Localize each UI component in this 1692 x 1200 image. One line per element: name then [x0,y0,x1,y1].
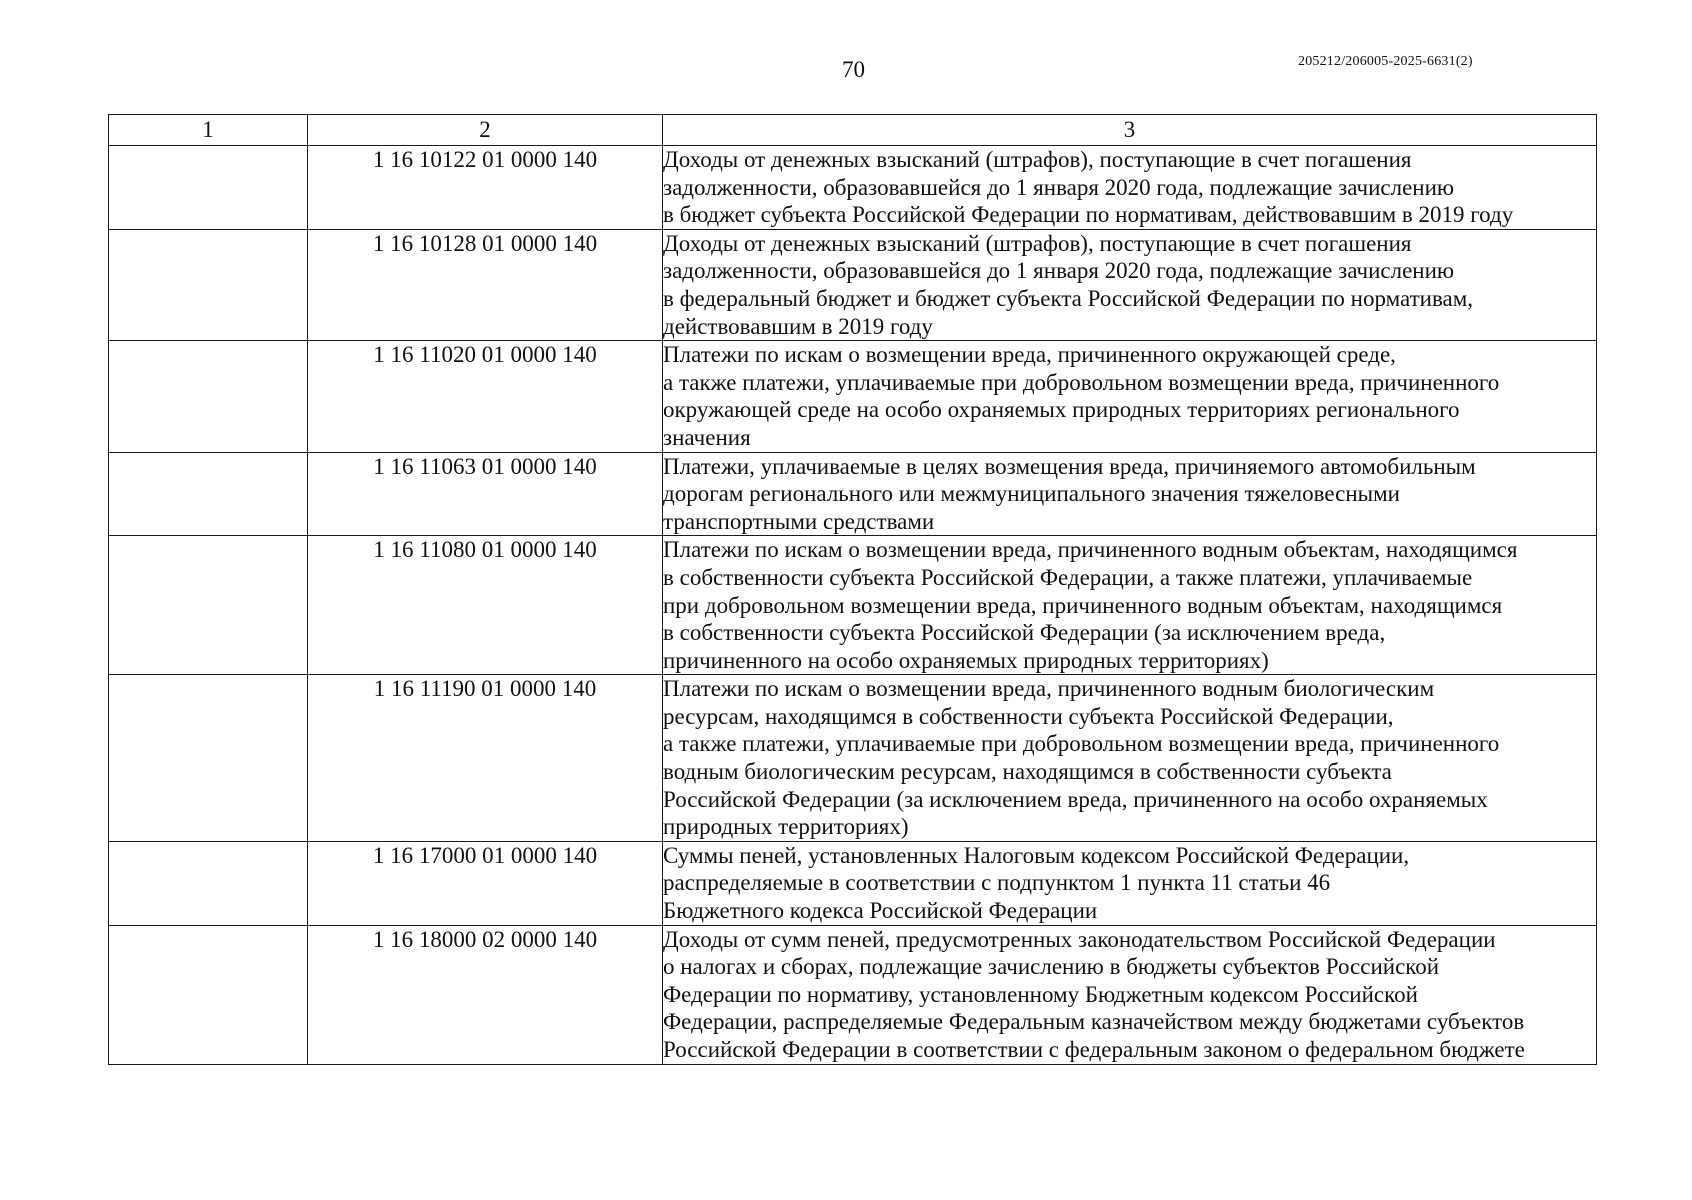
description-line: Российской Федерации в соответствии с федеральным законом о федеральном бюджете [663,1037,1525,1062]
revenue-code-cell: 1 16 11063 01 0000 140 [308,452,663,536]
description-line: о налогах и сборах, подлежащие зачислению в бюджеты субъектов Российской [663,954,1440,980]
column-1-cell [109,229,308,340]
table-row [109,229,1597,340]
column-1-cell [109,675,308,842]
description-line: действовавшим в 2019 году [663,313,933,339]
description-line: в собственности субъекта Российской Федерации, а также платежи, уплачиваемые [663,564,1473,590]
column-1-cell [109,341,308,452]
description-line: задолженности, образовавшейся до 1 января 2020 года, подлежащие зачислению [663,174,1455,200]
revenue-codes-table [108,114,1597,1065]
description-line: Доходы от денежных взысканий (штрафов), поступающие в счет погашения [663,147,1412,172]
description-line: Бюджетного кодекса Российской Федерации [663,898,1098,924]
table-row [109,341,1597,452]
table-header-row [109,115,1597,146]
description-line: Доходы от денежных взысканий (штрафов), поступающие в счет погашения [663,230,1412,256]
table-body [109,115,1597,1065]
description-line: Российской Федерации (за исключением вреда, причиненного на особо охраняемых [663,786,1488,812]
description-line: Платежи, уплачиваемые в целях возмещения вреда, причиняемого автомобильным [663,453,1476,479]
description-line: Платежи по искам о возмещении вреда, причиненного окружающей среде, [663,342,1396,368]
table-row [109,536,1597,675]
revenue-code-cell: 1 16 11020 01 0000 140 [308,341,663,452]
description-line: транспортными средствами [663,508,935,534]
description-line: а также платежи, уплачиваемые при добровольном возмещении вреда, причиненного [663,369,1500,395]
description-line: при добровольном возмещении вреда, причиненного водным объектам, находящимся [663,592,1503,618]
revenue-code-cell: 1 16 18000 02 0000 140 [308,925,663,1064]
revenue-code-cell: 1 16 11190 01 0000 140 [308,675,663,842]
table-row [109,675,1597,842]
page-number: 70 [842,57,865,82]
column-1-cell [109,841,308,925]
description-line: водным биологическим ресурсам, находящимся в собственности субъекта [663,759,1392,785]
description-line: причиненного на особо охраняемых природных территориях) [663,647,1269,673]
description-line: дорогам регионального или межмуниципального значения тяжеловесными [663,481,1400,507]
revenue-code-cell: 1 16 10122 01 0000 140 [308,146,663,230]
description-line: в собственности субъекта Российской Федерации (за исключением вреда, [663,620,1386,646]
column-1-cell [109,146,308,230]
column-header-2: 2 [308,115,663,146]
column-1-cell [109,925,308,1064]
description-cell [663,452,1597,536]
column-header-1: 1 [109,115,308,146]
table-row [109,841,1597,925]
description-line: Платежи по искам о возмещении вреда, причиненного водным объектам, находящимся [663,537,1518,563]
description-line: в федеральный бюджет и бюджет субъекта Российской Федерации по нормативам, [663,285,1474,311]
description-line: окружающей среде на особо охраняемых природных территориях регионального [663,397,1460,423]
table-row [109,146,1597,230]
description-line: а также платежи, уплачиваемые при добровольном возмещении вреда, причиненного [663,731,1500,757]
description-cell [663,536,1597,675]
description-cell [663,841,1597,925]
description-line: природных территориях) [663,814,909,840]
revenue-code-cell: 1 16 17000 01 0000 140 [308,841,663,925]
description-line: Суммы пеней, установленных Налоговым кодексом Российской Федерации, [663,842,1410,868]
document-id: 205212/206005-2025-6631(2) [1298,54,1473,69]
column-header-3: 3 [663,115,1597,146]
table-row [109,925,1597,1064]
revenue-code-cell: 1 16 11080 01 0000 140 [308,536,663,675]
description-line: в бюджет субъекта Российской Федерации по нормативам, действовавшим в 2019 году [663,202,1514,228]
description-cell [663,229,1597,340]
description-line: значения [663,424,751,450]
description-line: ресурсам, находящимся в собственности субъекта Российской Федерации, [663,703,1394,729]
description-line: распределяемые в соответствии с подпунктом 1 пункта 11 статьи 46 [663,870,1331,896]
description-line: Доходы от сумм пеней, предусмотренных законодательством Российской Федерации [663,926,1496,952]
revenue-code-cell: 1 16 10128 01 0000 140 [308,229,663,340]
description-line: Федерации по нормативу, установленному Бюджетным кодексом Российской [663,981,1418,1007]
description-line: задолженности, образовавшейся до 1 января 2020 года, подлежащие зачислению [663,258,1455,284]
description-line: Федерации, распределяемые Федеральным казначейством между бюджетами субъектов [663,1009,1525,1035]
description-cell [663,146,1597,230]
description-cell [663,925,1597,1064]
column-1-cell [109,536,308,675]
description-line: Платежи по искам о возмещении вреда, причиненного водным биологическим [663,676,1435,702]
description-cell [663,341,1597,452]
table-row [109,452,1597,536]
description-cell [663,675,1597,842]
column-1-cell [109,452,308,536]
